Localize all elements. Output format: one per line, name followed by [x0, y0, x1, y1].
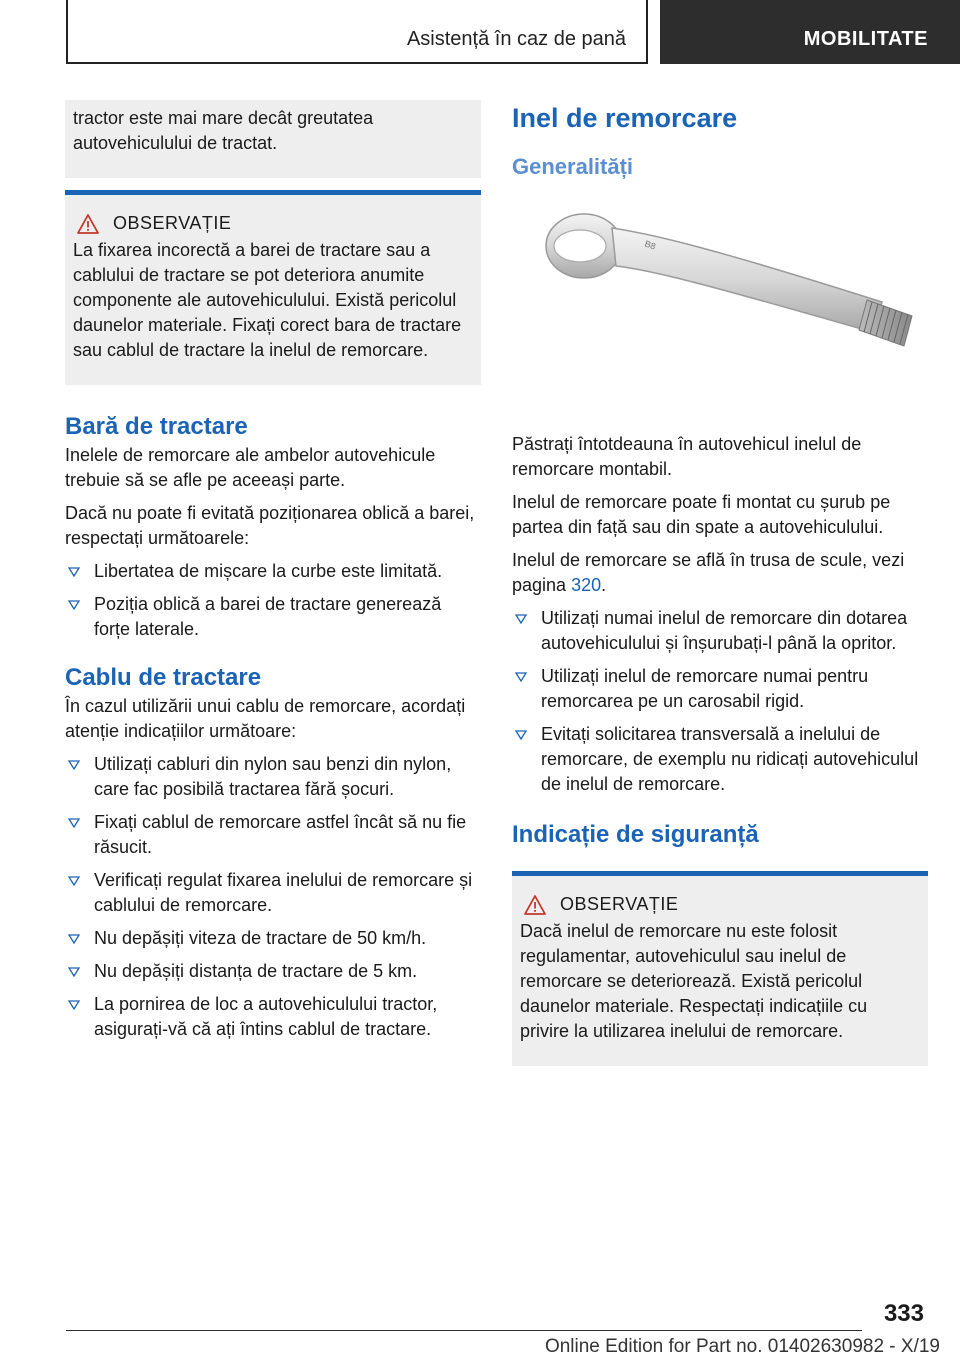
list-item: Nu depășiți viteza de tractare de 50 km/h. — [65, 926, 481, 951]
list-item: Verificați regulat fixarea inelului de remorcare și cablului de remorcare. — [65, 868, 481, 918]
bullet-triangle-icon — [68, 934, 80, 944]
section-title-cable: Cablu de tractare — [65, 664, 262, 691]
note-text: Dacă inelul de remorcare nu este folosit regulamentar, autovehiculul sau inelul de remorcare se deteriorează. Există pericolul daunelor materiale. Respectați indicațiile cu privire la utilizarea inelului de remorcare. — [520, 921, 868, 1041]
footer-edition: Online Edition for Part no. 01402630982 - X/19 — [544, 1336, 940, 1357]
bar-paragraph-2: Dacă nu poate fi evitată poziționarea oblică a barei, respectați următoarele: — [65, 503, 475, 548]
header-section-title: Asistență în caz de pană — [406, 28, 626, 50]
tow-ring-bullet-list — [512, 606, 928, 797]
section-title-tow-ring: Inel de remorcare — [512, 103, 738, 133]
note-header — [73, 213, 473, 234]
bullet-triangle-icon — [68, 760, 80, 770]
section-title-safety: Indicație de siguranță — [512, 821, 759, 848]
list-item: Utilizați cabluri din nylon sau benzi din nylon, care fac posibilă tractarea fără șocuri. — [65, 752, 481, 802]
continued-text: tractor este mai mare decât greutatea autovehiculului de tractat. — [73, 108, 374, 153]
continued-note-box — [65, 100, 481, 178]
bullet-triangle-icon — [515, 672, 527, 682]
list-item: Utilizați numai inelul de remorcare din dotarea autovehiculului și înșurubați-l până la opritor. — [512, 606, 928, 656]
bar-paragraph-1: Inelele de remorcare ale ambelor autovehicule trebuie să se afle pe aceeași parte. — [65, 445, 436, 490]
list-item: Utilizați inelul de remorcare numai pentru remorcarea pe un carosabil rigid. — [512, 664, 928, 714]
thread-section — [859, 300, 912, 346]
list-item: Nu depășiți distanța de tractare de 5 km. — [65, 959, 481, 984]
list-item: Poziția oblică a barei de tractare generează forțe laterale. — [65, 592, 481, 642]
warning-triangle-icon — [524, 895, 546, 915]
bullet-triangle-icon — [68, 967, 80, 977]
warning-note-towing — [65, 190, 481, 385]
list-item: La pornirea de loc a autovehiculului tractor, asigurați-vă că ați întins cablul de tractare. — [65, 992, 481, 1042]
list-item: Evitați solicitarea transversală a inelului de remorcare, de exemplu nu ridicați autovehiculul de inelul de remorcare. — [512, 722, 928, 797]
warning-note-tow-ring — [512, 871, 928, 1066]
bullet-triangle-icon — [68, 567, 80, 577]
header-chapter-tab — [660, 0, 960, 64]
section-title-bar: Bară de tractare — [65, 413, 248, 440]
tow-ring-paragraph-1: Păstrați întotdeauna în autovehicul inelul de remorcare montabil. — [512, 434, 862, 479]
page-link-320[interactable]: 320 — [571, 575, 602, 595]
tow-ring-figure — [512, 182, 928, 432]
list-item: Fixați cablul de remorcare astfel încât să nu fie răsucit. — [65, 810, 481, 860]
bullet-triangle-icon — [68, 600, 80, 610]
header-section-box — [66, 0, 648, 64]
page-number: 333 — [883, 1300, 924, 1327]
bullet-triangle-icon — [68, 876, 80, 886]
page-header — [0, 0, 960, 66]
header-chapter-title: MOBILITATE — [803, 28, 928, 50]
bullet-triangle-icon — [68, 1000, 80, 1010]
cable-paragraph-1: În cazul utilizării unui cablu de remorcare, acordați atenție indicațiilor următoare: — [65, 696, 466, 741]
note-label: OBSERVAȚIE — [113, 213, 232, 233]
list-item: Libertatea de mișcare la curbe este limitată. — [65, 559, 481, 584]
bullet-triangle-icon — [515, 730, 527, 740]
bullet-triangle-icon — [515, 614, 527, 624]
tow-ring-paragraph-3: Inelul de remorcare se află în trusa de scule, vezi pagina 320. — [512, 550, 905, 595]
note-label: OBSERVAȚIE — [560, 894, 679, 914]
right-column — [512, 100, 928, 1066]
note-text: La fixarea incorectă a barei de tractare sau a cablului de tractare se pot deteriora anumite componente ale autovehiculului. Există pericolul daunelor materiale. Fixați corect bara de tractare sau cablul de tractare la inelul de remorcare. — [73, 240, 462, 360]
tow-ring-paragraph-2: Inelul de remorcare poate fi montat cu șurub pe partea din față sau din spate a autovehiculului. — [512, 492, 891, 537]
bar-bullet-list — [65, 559, 481, 642]
subsection-title-general: Generalități — [512, 154, 634, 179]
footer-divider — [66, 1330, 862, 1331]
cable-bullet-list — [65, 752, 481, 1042]
bullet-triangle-icon — [68, 818, 80, 828]
left-column — [65, 100, 481, 1042]
figure-label: B8 — [643, 238, 658, 252]
tow-ring-illustration — [512, 182, 928, 432]
warning-triangle-icon — [77, 214, 99, 234]
note-header — [520, 894, 920, 915]
